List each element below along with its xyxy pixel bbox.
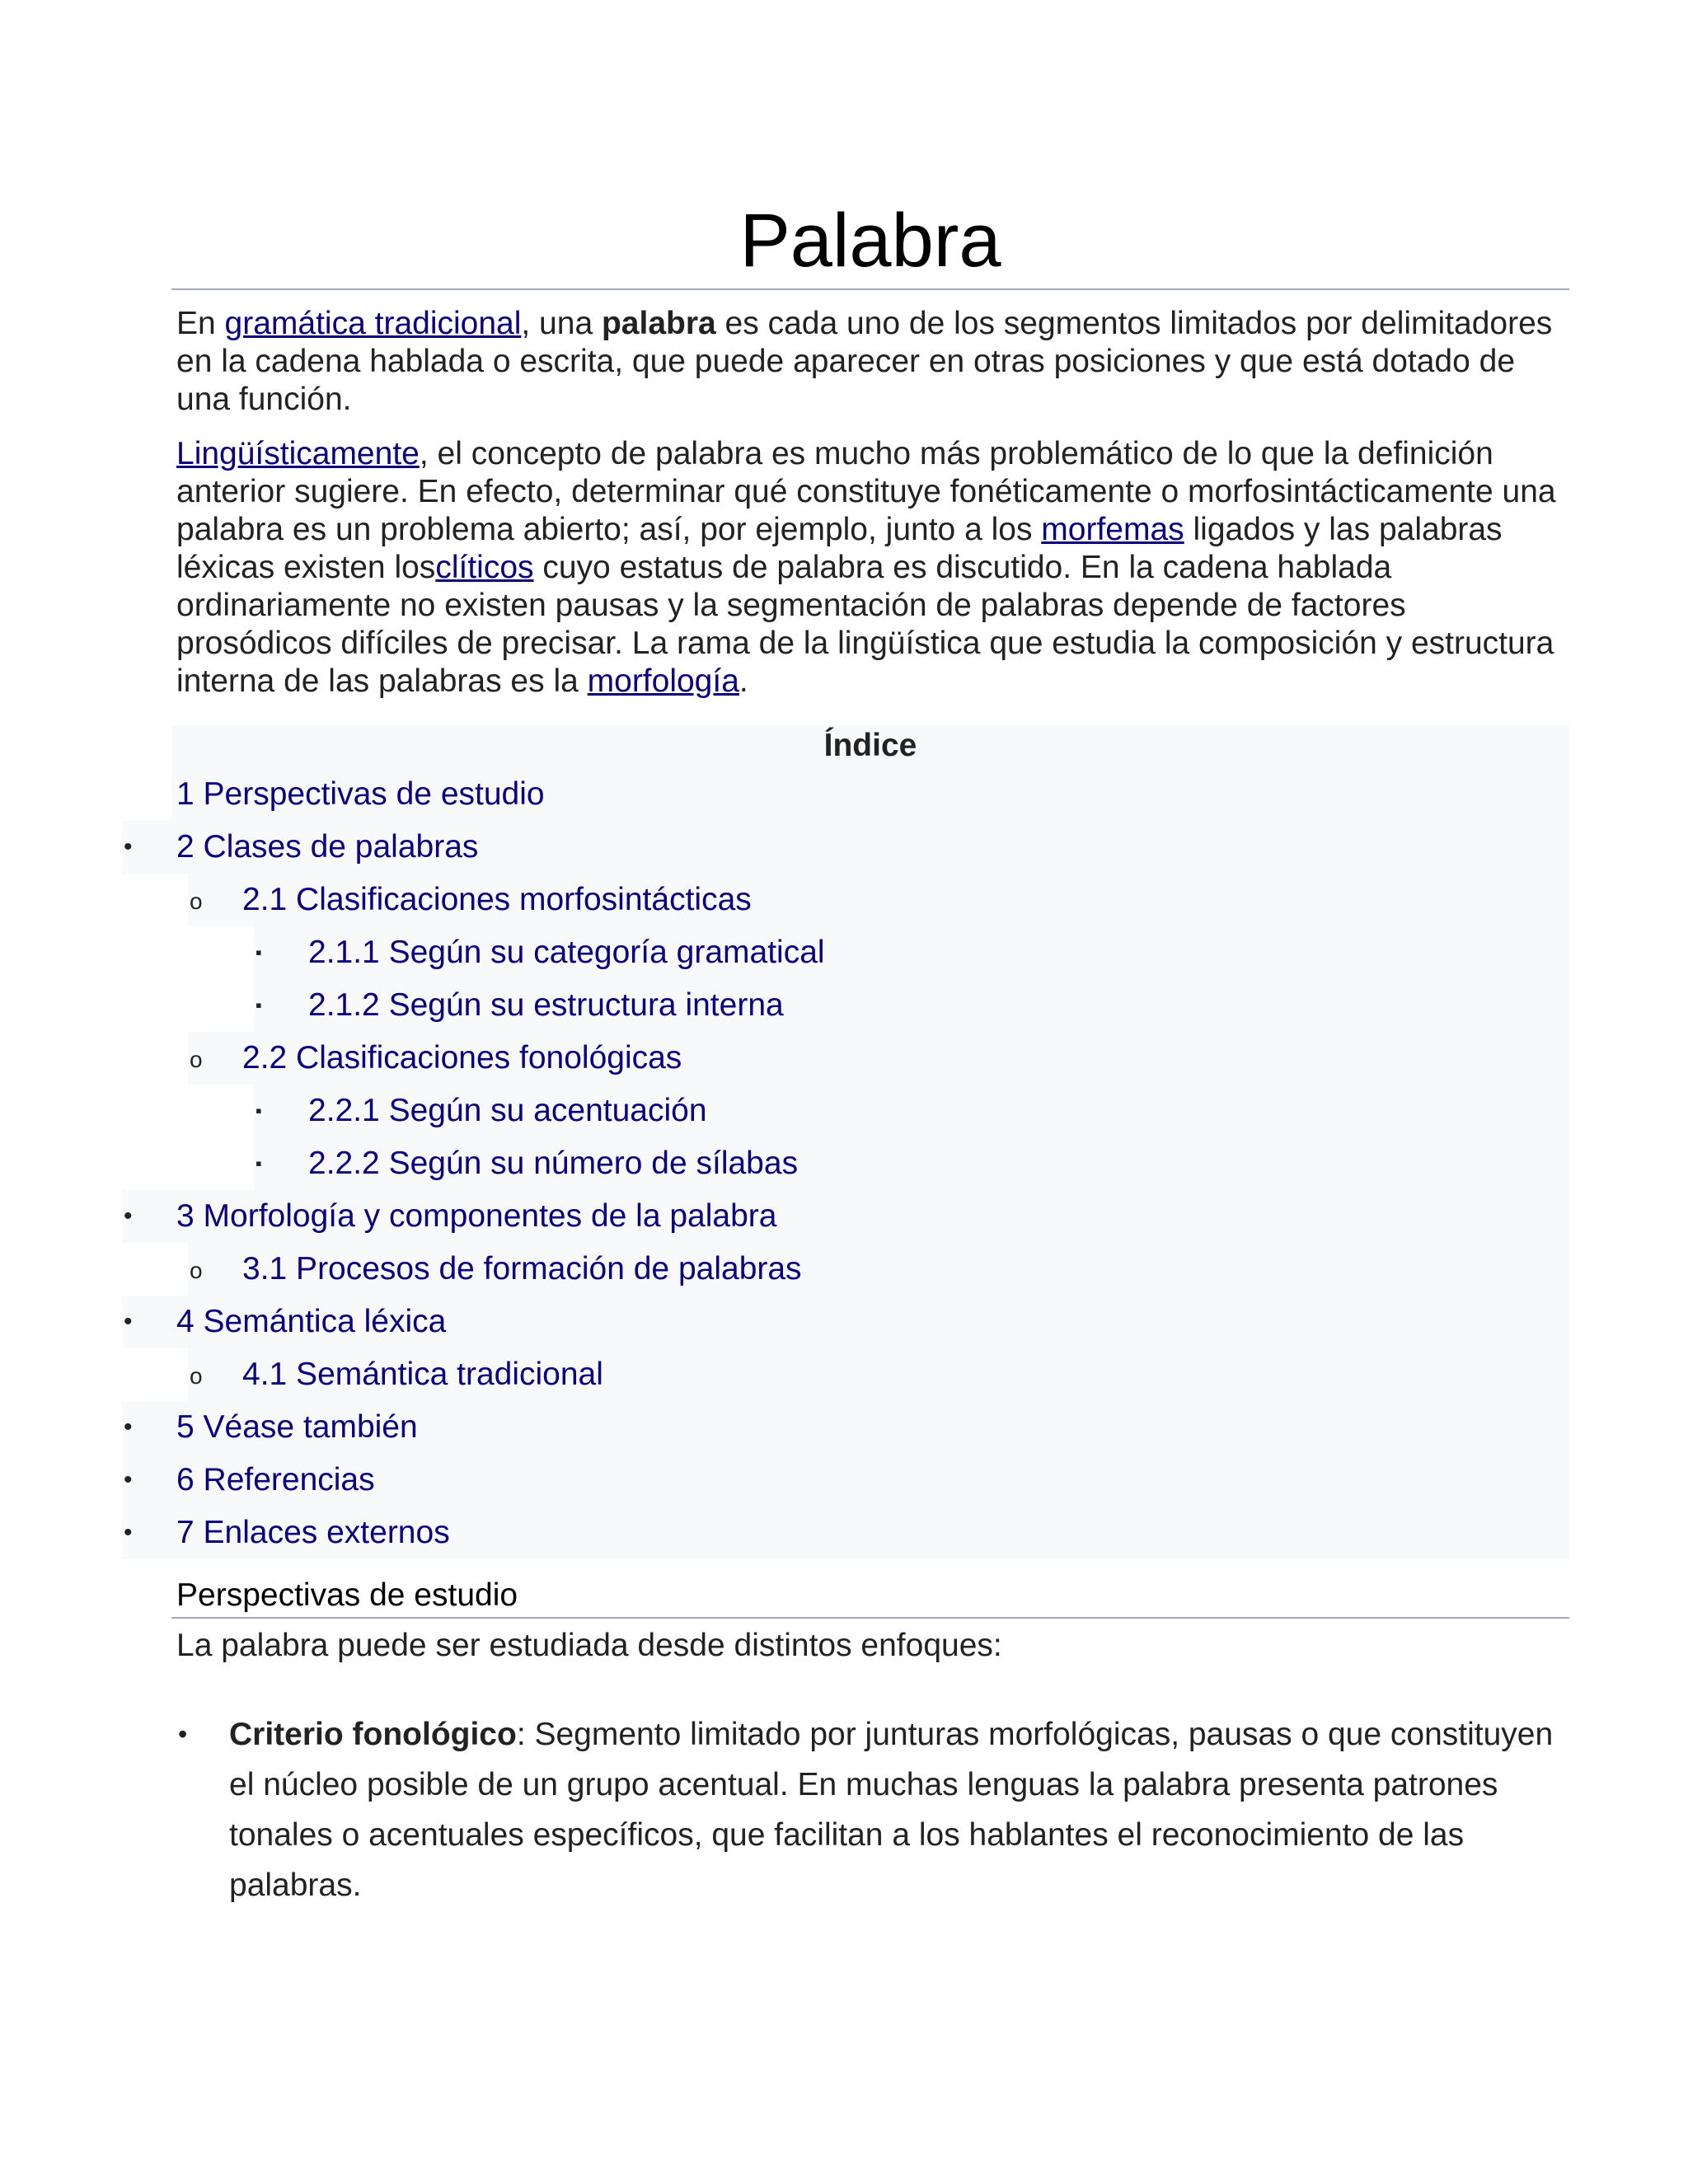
toc-item-3[interactable]: [122, 1190, 1569, 1243]
intro-text: .: [738, 663, 748, 699]
intro-text: En: [176, 306, 225, 341]
bullet-icon: •: [124, 1519, 133, 1546]
intro-paragraph-1: [171, 305, 1569, 419]
toc-item-1[interactable]: [171, 768, 1569, 821]
toc-item-label[interactable]: 3 Morfología y componentes de la palabra: [176, 1198, 777, 1234]
intro-text: , una: [521, 306, 602, 341]
toc-item-4[interactable]: [122, 1296, 1569, 1348]
circle-bullet-icon: o: [190, 1047, 203, 1072]
section-perspectivas: [171, 1574, 1569, 1910]
toc-item-2-1-1[interactable]: [254, 926, 1569, 979]
square-bullet-icon: ▪: [256, 942, 262, 963]
intro-text: cuyo estatus de palabra es discutido. En la cadena hablada ordinariamente no existen pausas y la segmentación de palabras depende de factores prosódicos difíciles de precisar. La rama de la lingüística que estudia la composición y estructura interna de las palabras es la: [176, 550, 1554, 699]
article-body: [171, 198, 1569, 701]
square-bullet-icon: ▪: [256, 995, 262, 1015]
section-intro: La palabra puede ser estudiada desde distintos enfoques:: [176, 1628, 1002, 1663]
section-heading: Perspectivas de estudio: [171, 1574, 1569, 1619]
toc-item-label[interactable]: 5 Véase también: [176, 1409, 418, 1445]
link-cliticos[interactable]: clíticos: [435, 550, 534, 585]
intro-text: , el concepto de palabra es mucho más problemático de lo que la definición anterior sugiere. En efecto, determinar qué constituye fonéticamente o morfosintácticamente una palabra es un problema abierto; así, por ejemplo, junto a los: [176, 436, 1556, 547]
toc-item-2-1[interactable]: [188, 874, 1569, 926]
criterion-term: Criterio fonológico: [229, 1717, 517, 1752]
bullet-icon: •: [124, 1466, 133, 1493]
toc-item-label[interactable]: 2.1.2 Según su estructura interna: [308, 987, 784, 1023]
toc-item-label[interactable]: 2.1 Clasificaciones morfosintácticas: [242, 882, 752, 917]
toc-item-label[interactable]: 2.2.2 Según su número de sílabas: [308, 1146, 799, 1181]
toc-item-label[interactable]: 2.2 Clasificaciones fonológicas: [242, 1040, 682, 1076]
bullet-icon: •: [124, 1202, 133, 1230]
toc-item-2[interactable]: [122, 821, 1569, 874]
criterion-text: : Segmento limitado por junturas morfológicas, pausas o que constituyen el núcleo posible de un grupo acentual. En muchas lenguas la palabra presenta patrones tonales o acentuales específicos, que facilitan a los hablantes el reconocimiento de las palabras.: [229, 1717, 1554, 1903]
toc-title: Índice: [171, 725, 1569, 768]
toc-item-label[interactable]: 1 Perspectivas de estudio: [176, 776, 545, 812]
toc-item-label[interactable]: 2 Clases de palabras: [176, 829, 479, 865]
intro-text: ligados y las palabras léxicas existen los: [176, 512, 1503, 585]
bullet-icon: •: [124, 833, 133, 860]
toc-item-5[interactable]: [122, 1401, 1569, 1454]
intro-text: es cada uno de los segmentos limitados por delimitadores en la cadena hablada o escrita, que puede aparecer en otras posiciones y que está dotado de una función.: [176, 306, 1553, 417]
criteria-list: [171, 1709, 1569, 1910]
toc-item-label[interactable]: 4 Semántica léxica: [176, 1304, 447, 1339]
link-morfologia[interactable]: morfología: [587, 663, 739, 699]
toc-item-label[interactable]: 2.1.1 Según su categoría gramatical: [308, 935, 825, 970]
toc-item-2-2-2[interactable]: [254, 1137, 1569, 1190]
toc-item-2-2-1[interactable]: [254, 1085, 1569, 1137]
bullet-icon: •: [178, 1719, 188, 1749]
link-gramatica-tradicional[interactable]: gramática tradicional: [224, 306, 522, 341]
toc-item-7[interactable]: [122, 1507, 1569, 1559]
toc-item-label[interactable]: 4.1 Semántica tradicional: [242, 1357, 603, 1392]
square-bullet-icon: ▪: [256, 1100, 262, 1121]
table-of-contents: [122, 725, 1569, 1559]
toc-item-2-1-2[interactable]: [254, 979, 1569, 1032]
intro-paragraph-2: [171, 435, 1569, 701]
toc-item-label[interactable]: 6 Referencias: [176, 1462, 375, 1497]
toc-item-label[interactable]: 7 Enlaces externos: [176, 1515, 450, 1550]
term-palabra: palabra: [601, 306, 716, 341]
link-linguisticamente[interactable]: Lingüísticamente: [176, 436, 420, 471]
circle-bullet-icon: o: [190, 888, 203, 914]
toc-item-3-1[interactable]: [188, 1243, 1569, 1296]
circle-bullet-icon: o: [190, 1258, 203, 1283]
toc-item-label[interactable]: 2.2.1 Según su acentuación: [308, 1093, 707, 1128]
toc-item-2-2[interactable]: [188, 1032, 1569, 1085]
toc-item-4-1[interactable]: [188, 1348, 1569, 1401]
page-title: Palabra: [171, 198, 1569, 290]
bullet-icon: •: [124, 1308, 133, 1335]
circle-bullet-icon: o: [190, 1363, 203, 1389]
bullet-icon: •: [124, 1413, 133, 1441]
link-morfemas[interactable]: morfemas: [1041, 512, 1184, 547]
list-item: [171, 1709, 1569, 1910]
toc-item-6[interactable]: [122, 1454, 1569, 1507]
toc-item-label[interactable]: 3.1 Procesos de formación de palabras: [242, 1251, 802, 1286]
square-bullet-icon: ▪: [256, 1153, 262, 1174]
